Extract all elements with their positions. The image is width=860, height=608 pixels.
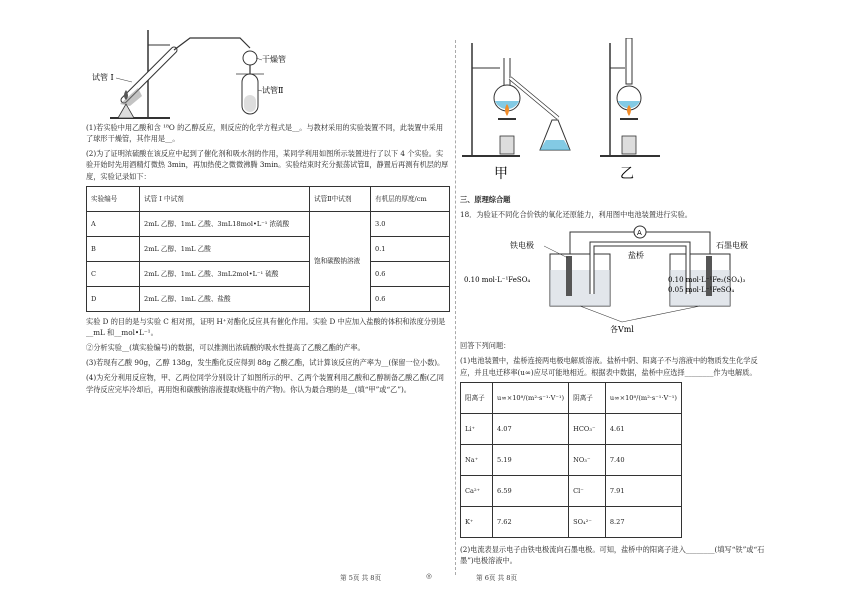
question-18: 18．为验证不同化合价铁的氧化还原能力，利用图中电池装置进行实验。 [460, 210, 692, 220]
right-column [460, 0, 772, 570]
table-cell: SO₄²⁻ [569, 506, 606, 537]
reaction-apparatus-figure [90, 0, 290, 122]
label-apparatus-jia: 甲 [494, 166, 508, 182]
paragraph-after-table-1: 实验 D 的目的是与实验 C 相对照，证明 H⁺对酯化反应具有催化作用。实验 D 中应加入盐酸的体积和浓度分别是__mL 和__mol•L⁻¹。 [86, 316, 446, 337]
column-divider [455, 40, 456, 575]
label-apparatus-yi: 乙 [620, 166, 634, 182]
table-row [87, 261, 450, 286]
table-row [461, 506, 682, 537]
table-cell: Li⁺ [461, 413, 493, 444]
paragraph-after-table-2: ②分析实验__(填实验编号)的数据，可以推测出浓硫酸的吸水性提高了乙酸乙酯的产率。 [86, 343, 365, 353]
table-cell: 0.6 [371, 286, 450, 311]
table-cell: 0.6 [371, 261, 450, 286]
question-18-1: (1)电池装置中，盐桥连接两电极电解质溶液。盐桥中阴、阳离子不与溶液中的物质发生化学反应，并且电迁移率(u∞)应尽可能地相近。根据表中数据，盐桥中应选择________作为电解质。 [460, 356, 758, 377]
label-volume: 各Vml [610, 325, 634, 335]
table-cell: D [87, 286, 140, 311]
table-header: 阳离子 [461, 382, 493, 413]
binding-mark-icon: ◎ [426, 572, 432, 580]
table-cell: 3.0 [371, 211, 450, 236]
question-18-2: (2)电流表显示电子由铁电极流向石墨电极。可知，盐桥中的阳离子进入________(填写“铁”或“石墨”)电极溶液中。 [460, 544, 765, 565]
table-header: 有机层的厚度/cm [371, 186, 450, 211]
table-cell: 7.62 [492, 506, 568, 537]
table-cell: Cl⁻ [569, 475, 606, 506]
table-cell: HCO₃⁻ [569, 413, 606, 444]
table-cell: Ca²⁺ [461, 475, 493, 506]
table-row [87, 236, 450, 261]
table-cell: 4.07 [492, 413, 568, 444]
table-cell: 2mL 乙醇、1mL 乙酸、盐酸 [140, 286, 310, 311]
table-header: 实验编号 [87, 186, 140, 211]
table-cell: 2mL 乙醇、1mL 乙酸、3mL2mol•L⁻¹ 硫酸 [140, 261, 310, 286]
table-cell: B [87, 236, 140, 261]
left-column [86, 0, 450, 399]
table-cell: 8.27 [605, 506, 681, 537]
table-row [461, 444, 682, 475]
table-row [461, 413, 682, 444]
table-cell: 2mL 乙醇、1mL 乙酸、3mL18mol•L⁻¹ 浓硫酸 [140, 211, 310, 236]
battery-cell-figure [460, 224, 772, 334]
ion-mobility-table [460, 382, 682, 538]
table-header: 试管Ⅱ中试剂 [310, 186, 371, 211]
table-cell: Na⁺ [461, 444, 493, 475]
table-header-row [87, 186, 450, 211]
label-test-tube-2: 试管Ⅱ [262, 86, 284, 95]
table-cell: A [87, 211, 140, 236]
table-cell: C [87, 261, 140, 286]
table-cell: 7.91 [605, 475, 681, 506]
question-3: (3)若现有乙酸 90g，乙醇 138g，发生酯化反应得到 88g 乙酸乙酯，试计算该反应的产率为__(保留一位小数)。 [86, 358, 445, 368]
table-header: 试管 I 中试剂 [140, 186, 310, 211]
table-cell: 4.61 [605, 413, 681, 444]
table-cell: 6.59 [492, 475, 568, 506]
section-title: 三、原理综合题 [460, 195, 511, 204]
table-header: u∞×10⁸/(m²·s⁻¹·V⁻¹) [605, 382, 681, 413]
ammeter-label: A [637, 229, 642, 238]
page-number-left: 第 5页 共 8页 [340, 574, 382, 582]
table-cell: NO₃⁻ [569, 444, 606, 475]
question-1: (1)若实验中用乙酸和含 ¹⁸O 的乙醇反应，则反应的化学方程式是__。与教材采用的实验装置不同，此装置中采用了球形干燥管，其作用是__。 [86, 123, 444, 144]
answer-prompt: 回答下列问题： [460, 341, 511, 351]
label-right-solution-2: 0.05 mol·L⁻¹FeSO₄ [668, 286, 735, 295]
label-right-solution-1: 0.10 mol·L⁻¹Fe₂(SO₄)₃ [668, 276, 746, 285]
table-row [461, 475, 682, 506]
label-iron-electrode: 铁电极 [510, 241, 534, 251]
table-cell: 5.19 [492, 444, 568, 475]
page-number-right: 第 6页 共 8页 [476, 574, 518, 582]
label-left-solution: 0.10 mol·L⁻¹FeSO₄ [464, 276, 531, 285]
table-cell-merged: 饱和碳酸钠溶液 [310, 211, 371, 311]
table-cell: 7.40 [605, 444, 681, 475]
label-graphite-electrode: 石墨电极 [716, 241, 748, 251]
question-4: (4)为充分利用反应物，甲、乙两位同学分别设计了如图所示的甲、乙两个装置利用乙酸和乙醇制备乙酸乙酯(乙同学待反应完毕冷却后，再用饱和碳酸钠溶液提取烧瓶中的产物)。你认为最合理的是__(填“甲”或“乙”)。 [86, 373, 444, 394]
label-drying-tube: 干燥管 [262, 55, 286, 64]
question-2: (2)为了证明浓硫酸在该反应中起到了催化剂和吸水剂的作用，某同学利用如图所示装置进行了以下 4 个实验。实验开始时先用酒精灯微热 3min，再加热使之微微沸腾 3min。实验结束时充分振荡试管Ⅱ，静置后再测有机层的厚度，实验记录如下： [86, 149, 449, 181]
label-test-tube-1: 试管 I [92, 73, 114, 82]
table-cell: 2mL 乙醇、1mL 乙酸 [140, 236, 310, 261]
table-header-row [461, 382, 682, 413]
distillation-apparatus-figure [460, 38, 700, 188]
table-header: u∞×10⁸/(m²·s⁻¹·V⁻¹) [492, 382, 568, 413]
table-cell: 0.1 [371, 236, 450, 261]
label-salt-bridge: 盐桥 [628, 251, 644, 261]
table-header: 阴离子 [569, 382, 606, 413]
table-row [87, 286, 450, 311]
table-row [87, 211, 450, 236]
experiment-table [86, 186, 450, 312]
table-cell: K⁺ [461, 506, 493, 537]
